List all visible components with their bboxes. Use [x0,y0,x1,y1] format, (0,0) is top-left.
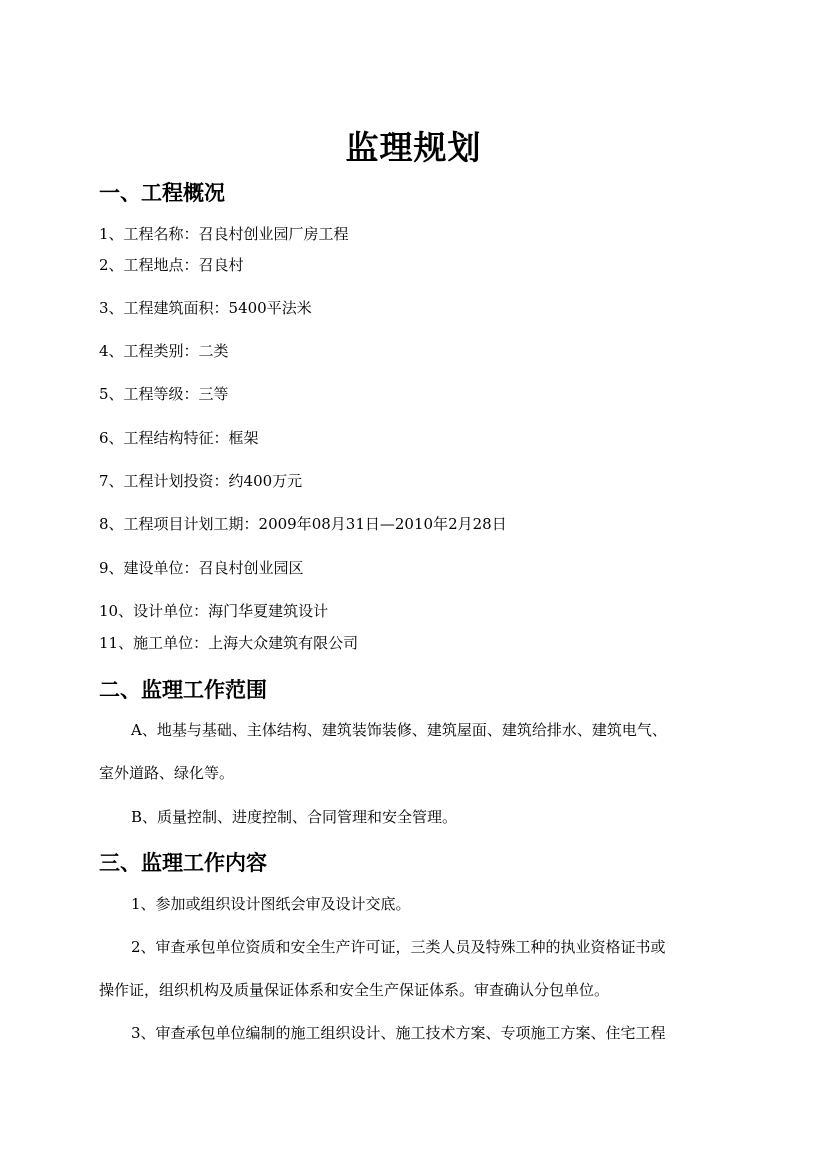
overview-item-category: 4、工程类别：二类 [99,342,229,360]
content-paragraph-1: 1、参加或组织设计图纸会审及设计交底。 [131,895,411,913]
overview-item-structure: 6、工程结构特征：框架 [99,429,259,447]
scope-paragraph-a-line1: A、地基与基础、主体结构、建筑装饰装修、建筑屋面、建筑给排水、建筑电气、 [131,721,667,739]
overview-item-designer: 10、设计单位：海门华夏建筑设计 [99,602,329,620]
overview-item-investment: 7、工程计划投资：约400万元 [99,472,303,490]
scope-paragraph-a-line2: 室外道路、绿化等。 [99,764,235,782]
overview-item-schedule: 8、工程项目计划工期：2009年08月31日—2010年2月28日 [99,515,507,533]
overview-item-owner: 9、建设单位：召良村创业园区 [99,559,304,577]
overview-item-area: 3、工程建筑面积：5400平法米 [99,299,312,317]
section-heading-content: 三、监理工作内容 [99,851,267,875]
scope-paragraph-b: B、质量控制、进度控制、合同管理和安全管理。 [131,808,458,826]
content-paragraph-2-line2: 操作证，组织机构及质量保证体系和安全生产保证体系。审查确认分包单位。 [99,981,610,999]
content-paragraph-3-line1: 3、审查承包单位编制的施工组织设计、施工技术方案、专项施工方案、住宅工程 [131,1024,666,1042]
document-title: 监理规划 [345,128,482,167]
overview-item-grade: 5、工程等级：三等 [99,385,229,403]
overview-item-contractor: 11、施工单位：上海大众建筑有限公司 [99,634,359,652]
overview-item-name: 1、工程名称：召良村创业园厂房工程 [99,225,349,243]
section-heading-overview: 一、工程概况 [99,181,225,205]
section-heading-scope: 二、监理工作范围 [99,678,267,702]
overview-item-location: 2、工程地点：召良村 [99,256,244,274]
content-paragraph-2-line1: 2、审查承包单位资质和安全生产许可证，三类人员及特殊工种的执业资格证书或 [131,938,666,956]
